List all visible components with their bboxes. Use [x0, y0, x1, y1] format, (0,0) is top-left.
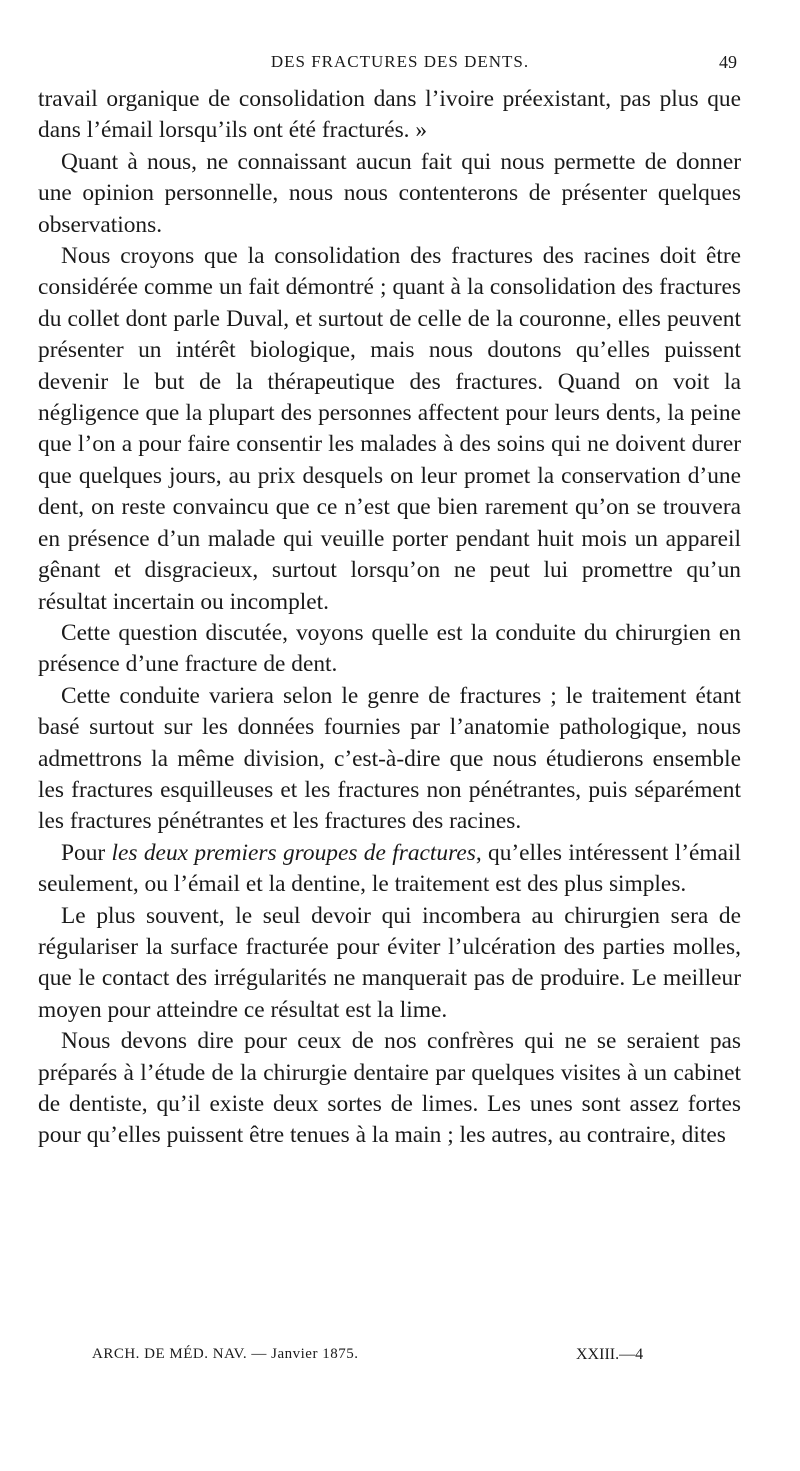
- paragraph-8: Nous devons dire pour ceux de nos confrères qui ne se seraient pas préparés à l’étude de la chirurgie dentaire par quelques visites à un cabinet de dentiste, qu’il existe deux sortes de limes. Les unes sont assez fortes pour qu’elles puissent être tenues à la main ; les autres, au contraire, dites: [38, 1028, 741, 1149]
- signature-mark: XXIII.—4: [576, 1346, 644, 1363]
- paragraph-7: Le plus souvent, le seul devoir qui incombera au chirurgien sera de régulariser la surface fracturée pour éviter l’ulcération des parties molles, que le contact des irrégularités ne manquerait pas de produire. Le meilleur moyen pour atteindre ce résultat est la lime.: [38, 902, 741, 1023]
- paragraph-3: Nous croyons que la consolidation des fractures des racines doit être considérée comme un fait démontré ; quant à la consolidation des fractures du collet dont parle Duval, et surtout de celle de la couronne, elles peuvent présenter un intérêt biologique, mais nous doutons qu’elles puissent devenir le but de la thérapeutique des fractures. Quand on voit la négligence que la plupart des personnes affectent pour leurs dents, la peine que l’on a pour faire consentir les malades à des soins qui ne doivent durer que quelques jours, au prix desquels on leur promet la conservation d’une dent, on reste convaincu que ce n’est que bien rarement qu’on se trouvera en présence d’un malade qui veuille porter pendant huit mois un appareil gênant et disgracieux, surtout lorsqu’on ne peut lui promettre qu’un résultat incertain ou incomplet.: [38, 243, 741, 615]
- paragraph-6-lead: Pour: [61, 839, 106, 866]
- paragraph-6-italic: les deux premiers groupes de fractures: [111, 839, 476, 866]
- page-footer: [0, 1346, 800, 1370]
- paragraph-6-rest: , qu’elles intéressent l’émail seulement, ou l’émail et la dentine, le traitement est des plus simples.: [38, 839, 741, 898]
- running-head: [0, 52, 800, 78]
- paragraph-1: travail organique de consolidation dans l’ivoire préexistant, pas plus que dans l’émail lorsqu’ils ont été fracturés. »: [38, 86, 741, 144]
- paragraph-6: [38, 838, 741, 901]
- paragraph-2: Quant à nous, ne connaissant aucun fait qui nous permette de donner une opinion personnelle, nous nous contenterons de présenter quelques observations.: [38, 148, 741, 238]
- paragraph-4: Cette question discutée, voyons quelle est la conduite du chirurgien en présence d’une fracture de dent.: [38, 619, 741, 678]
- page-number: 49: [719, 52, 737, 72]
- running-title: DES FRACTURES DES DENTS.: [270, 52, 530, 71]
- journal-reference: ARCH. DE MÉD. NAV. — Janvier 1875.: [92, 1346, 359, 1362]
- paragraph-5: Cette conduite variera selon le genre de fractures ; le traitement étant basé surtout sur les données fournies par l’anatomie pathologique, nous admettrons la même division, c’est-à-dire que nous étudierons ensemble les fractures esquilleuses et les fractures non pénétrantes, puis séparément les fractures pénétrantes et les fractures des racines.: [38, 682, 741, 835]
- body-text: [38, 84, 741, 1152]
